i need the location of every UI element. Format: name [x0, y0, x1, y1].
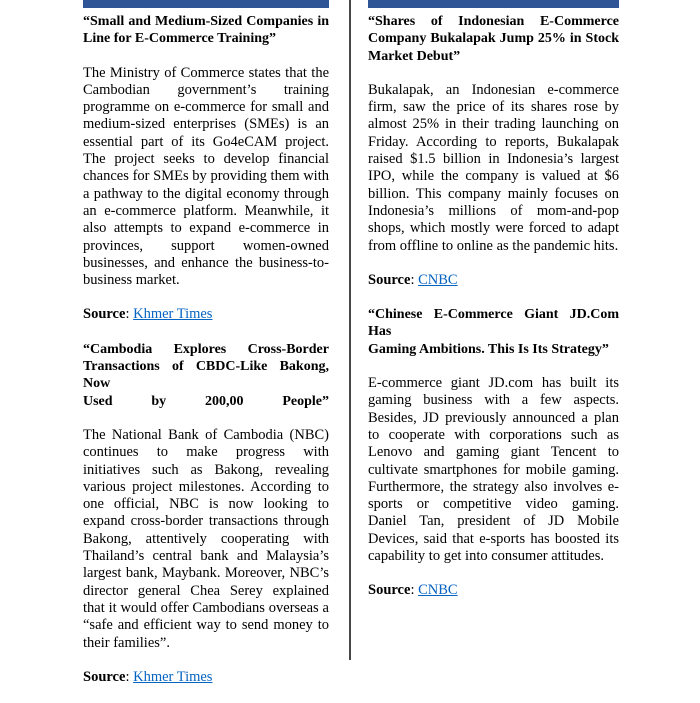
- article-headline: [368, 13, 619, 65]
- source-link-khmer-times[interactable]: Khmer Times: [133, 668, 213, 685]
- article-bakong-cbdc: [83, 341, 329, 686]
- source-line: [368, 582, 619, 599]
- headline-line: Gaming Ambitions. This Is Its Strategy”: [368, 341, 609, 357]
- article-body: Bukalapak, an Indonesian e-commerce firm, saw the price of its shares rose by almost 25% in their trading launching on Friday. According to reports, Bukalapak raised $1.5 billion in Indonesia’s largest IPO, while the company is valued at $6 billion. This company mainly focuses on Indonesia’s millions of mom-and-pop shops, which mostly were forced to adapt from offline to online as the pandemic hits.: [368, 81, 619, 254]
- headline-line: “Chinese E-Commerce Giant JD.Com Has: [368, 307, 619, 340]
- right-column-accent-bar: [368, 0, 619, 8]
- article-headline: [368, 306, 619, 358]
- source-label: Source: [368, 582, 411, 599]
- left-column-accent-bar: [83, 0, 329, 8]
- source-colon: :: [125, 306, 134, 323]
- source-colon: :: [125, 668, 134, 685]
- column-divider-rule: [349, 0, 351, 660]
- headline-line: “Cambodia Explores Cross-Border: [83, 341, 329, 357]
- article-body: The Ministry of Commerce states that the Cambodian government’s training programme on e-commerce for small and medium-sized enterprises (SMEs) is an essential part of its Go4eCAM project. The project seeks to develop financial chances for SMEs by providing them with a pathway to the digital economy through an e-commerce platform. Meanwhile, it also attempts to expand e-commerce in provinces, support women-owned businesses, and enhance the business-to-business market.: [83, 64, 329, 289]
- source-line: [368, 272, 619, 289]
- source-link-cnbc[interactable]: CNBC: [418, 582, 458, 599]
- headline-line: Market Debut”: [368, 48, 461, 64]
- source-link-cnbc[interactable]: CNBC: [418, 271, 458, 288]
- headline-line: “Shares of Indonesian E-Commerce: [368, 14, 619, 29]
- source-colon: :: [410, 271, 419, 288]
- article-body: The National Bank of Cambodia (NBC) continues to make progress with initiatives such as Bakong, revealing various project milestones. According to one official, NBC is now looking to expand cross-border transactions through Bakong, attentively cooperating with Thailand’s central bank and Malaysia’s largest bank, Maybank. Moreover, NBC’s director general Chea Serey explained that it would offer Cambodians overseas a “safe and efficient way to send money to their families”.: [83, 426, 329, 651]
- article-sme-training: [83, 13, 329, 324]
- source-label: Source: [83, 668, 126, 685]
- source-colon: :: [410, 582, 419, 599]
- article-body: E-commerce giant JD.com has built its gaming business with a few aspects. Besides, JD previously announced a plan to cooperate with corporations such as Lenovo and gaming giant Tencent to cultivate smartphones for mobile gaming. Furthermore, the strategy also involves e-sports or competitive video gaming. Daniel Tan, president of JD Mobile Devices, said that e-sports has boosted its capability to get into consumer attitudes.: [368, 375, 619, 565]
- left-column: [83, 0, 329, 703]
- source-label: Source: [368, 271, 411, 288]
- headline-line: Used by 200,00 People”: [83, 393, 329, 409]
- headline-line: “Small and Medium-Sized Companies in: [83, 14, 329, 29]
- headline-line: Line for E-Commerce Training”: [83, 31, 276, 47]
- article-headline: [83, 13, 329, 48]
- article-headline: [83, 341, 329, 410]
- headline-line: Company Bukalapak Jump 25% in Stock: [368, 31, 619, 47]
- article-jd-gaming: [368, 306, 619, 599]
- headline-line: Transactions of CBDC-Like Bakong, Now: [83, 359, 329, 392]
- right-column: [368, 0, 619, 617]
- source-link-khmer-times[interactable]: Khmer Times: [133, 306, 213, 323]
- source-line: [83, 306, 329, 323]
- source-line: [83, 669, 329, 686]
- source-label: Source: [83, 306, 126, 323]
- article-bukalapak-ipo: [368, 13, 619, 289]
